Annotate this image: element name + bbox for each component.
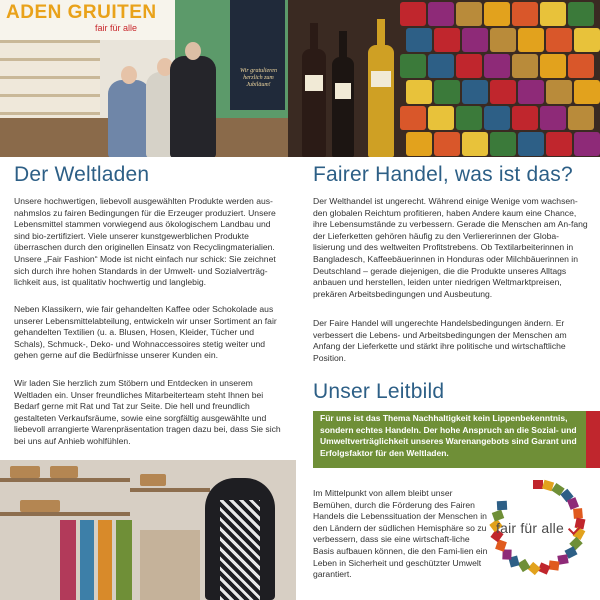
- bottle: [368, 45, 394, 157]
- chocolate-bar: [400, 2, 426, 26]
- anniversary-poster: [230, 0, 285, 110]
- patterned-dress: [220, 500, 260, 600]
- chocolate-bar: [518, 132, 544, 156]
- chocolate-bar: [546, 132, 572, 156]
- chocolate-bar: [518, 28, 544, 52]
- weltladen-paragraph-1: Unsere hochwertigen, liebevoll ausgewählten Produkte werden aus-nahmslos zu fairen Bedingungen für die Erzeuger produziert. Unsere Lebensmittel stammen vorwiegend aus ökologischem Landbau und sind bio-zertifiziert. Viele unserer kunstgewerblichen Produkte überraschen durch den originellen Einsatz von Recyclingmaterialien. Unsere „Fair Fashion“ Mode ist nicht einfach nur schick: Sie zeichnet sich durch ihre hohen Standards in der Umwelt- und Sozialverträg-lichkeit aus, ist qualitativ hochwertig und langlebig.: [14, 196, 276, 288]
- scarf: [60, 520, 76, 600]
- poster-text: Wir gratulieren herzlich zum Jubiläum!: [240, 68, 277, 88]
- logo-square: [496, 501, 506, 511]
- scarf: [80, 520, 94, 600]
- shop-sign-slogan: fair für alle: [95, 23, 138, 33]
- leitbild-accent-bar: [586, 411, 600, 468]
- shop-sign-text: ADEN GRUITEN: [6, 2, 157, 23]
- chocolate-bar: [462, 28, 488, 52]
- product-shelf: [0, 40, 100, 120]
- chocolate-bar: [456, 54, 482, 78]
- chocolate-bar: [490, 28, 516, 52]
- chocolate-bar: [434, 28, 460, 52]
- weltladen-paragraph-2: Neben Klassikern, wie fair gehandelten Kaffee oder Schokolade aus unserer Lebensmittelabteilung, entwickeln wir unser Sortiment an fair gehandelten Textilien (u. a. Blusen, Hosen, Kleider, Tücher und Schals), Schmuck-, Deko- und Wohnaccessoires stetig weiter und gehen gerne auf die Bedürfnisse unserer Kunden ein.: [14, 304, 277, 361]
- chocolate-bar: [428, 106, 454, 130]
- team-member: [170, 56, 216, 157]
- chocolate-bar: [484, 2, 510, 26]
- chocolate-bar: [406, 80, 432, 104]
- clothing-rack: [140, 530, 200, 600]
- logo-square: [517, 559, 530, 572]
- logo-square: [527, 562, 540, 575]
- chocolate-bar: [428, 2, 454, 26]
- chocolate-bar: [518, 80, 544, 104]
- section-title-fairer-handel: Fairer Handel, was ist das?: [313, 163, 573, 186]
- chocolate-bar: [574, 80, 600, 104]
- shop-sign: [0, 0, 175, 40]
- scarf: [116, 520, 132, 600]
- chocolate-bar: [546, 28, 572, 52]
- leitbild-highlight-text: Für uns ist das Thema Nachhaltigkeit kein Lippenbekenntnis, sondern echtes Handeln. Der hohe Anspruch an die Sozial- und Umweltverträglichkeit unseres Warenangebots sind Garant und Erfolgsfaktor für den Weltladen.: [320, 413, 577, 458]
- logo-square: [558, 555, 569, 566]
- chocolate-display: [400, 0, 600, 157]
- basket: [50, 466, 78, 478]
- section-title-weltladen: Der Weltladen: [14, 163, 150, 186]
- chocolate-bar: [574, 28, 600, 52]
- chocolate-bar: [462, 132, 488, 156]
- section-title-leitbild: Unser Leitbild: [313, 380, 445, 403]
- team-member: [108, 80, 150, 157]
- chocolate-bar: [568, 54, 594, 78]
- bottle: [302, 49, 326, 157]
- chocolate-bar: [406, 132, 432, 156]
- chocolate-bar: [512, 54, 538, 78]
- shelf-board: [0, 512, 130, 516]
- chocolate-bar: [484, 106, 510, 130]
- chocolate-bar: [540, 2, 566, 26]
- products-photo: [288, 0, 600, 157]
- fairer-handel-paragraph-1: Der Welthandel ist ungerecht. Während einige Wenige vom wachsen-den globalen Reichtum profitieren, haben Andere kaum eine Chance, ihre Lebensumstände zu verbessern. Gerade die Menschen am An-fang der Lieferketten gehören häufig zu den Verliererinnen der Globa-lisierung und des weltweiten Profitstrebens. Ob Textilarbeiterinnen in Bangladesch, Kaffeebäuerinnen in Honduras oder Milchbäuerinnen in Deutschland – gerade diejenigen, die die Produkte unseres Alltags anbauen und herstellen, leiden unter niedrigen Weltmarktpreisen, prekären Arbeitsbedingungen und Ausbeutung.: [313, 196, 588, 299]
- shelf-board: [0, 478, 130, 482]
- fairer-handel-paragraph-2: Der Faire Handel will ungerechte Handelsbedingungen ändern. Er verbessert die Lebens- und Arbeitsbedingungen der Menschen am Anfang der Lieferkette und stärkt ihre politische und wirtschaftliche Position.: [313, 318, 567, 363]
- shelf-board: [130, 488, 210, 492]
- chocolate-bar: [406, 28, 432, 52]
- chocolate-bar: [456, 106, 482, 130]
- chocolate-bar: [434, 132, 460, 156]
- chocolate-bar: [512, 106, 538, 130]
- chocolate-bar: [456, 2, 482, 26]
- bottle: [332, 57, 354, 157]
- chocolate-bar: [490, 80, 516, 104]
- chocolate-bar: [574, 132, 600, 156]
- chocolate-bar: [540, 106, 566, 130]
- chocolate-bar: [540, 54, 566, 78]
- chocolate-bar: [434, 80, 460, 104]
- chocolate-bar: [400, 106, 426, 130]
- chocolate-bar: [428, 54, 454, 78]
- shop-team-photo: [0, 0, 288, 157]
- chocolate-bar: [546, 80, 572, 104]
- chocolate-bar: [462, 80, 488, 104]
- chocolate-bar: [484, 54, 510, 78]
- logo-text: fair für alle: [496, 520, 564, 536]
- leitbild-paragraph: Im Mittelpunkt von allem bleibt unser Bemühen, durch die Förderung des Fairen Handels die Lebenssituation der Menschen in den Ländern der südlichen Hemisphäre so zu verbessern, dass sie eine wirtschaft-liche Basis aufbauen können, die den Fami-lien ein Leben in Sicherheit und geschützter Umwelt garantiert.: [313, 488, 488, 580]
- shop-interior-photo: [0, 460, 296, 600]
- basket: [10, 466, 40, 478]
- basket: [20, 500, 60, 512]
- chocolate-bar: [512, 2, 538, 26]
- logo-square: [549, 560, 560, 570]
- chocolate-bar: [568, 2, 594, 26]
- chocolate-bar: [568, 106, 594, 130]
- chocolate-bar: [400, 54, 426, 78]
- chocolate-bar: [490, 132, 516, 156]
- logo-square: [573, 508, 583, 519]
- scarf: [98, 520, 112, 600]
- weltladen-paragraph-3: Wir laden Sie herzlich zum Stöbern und Entdecken in unserem Weltladen ein. Unser freundliches Mitarbeiterteam steht Ihnen bei Bedarf gerne mit Rat und Tat zur Seite. Die hell und freundlich gestalteten Verkaufsräume, sowie eine sorgfältig ausgewählte und liebevoll arrangierte Warenpräsentation tragen dazu bei, dass Sie sich bei uns auf Anhieb wohlfühlen.: [14, 378, 281, 446]
- basket: [140, 474, 166, 486]
